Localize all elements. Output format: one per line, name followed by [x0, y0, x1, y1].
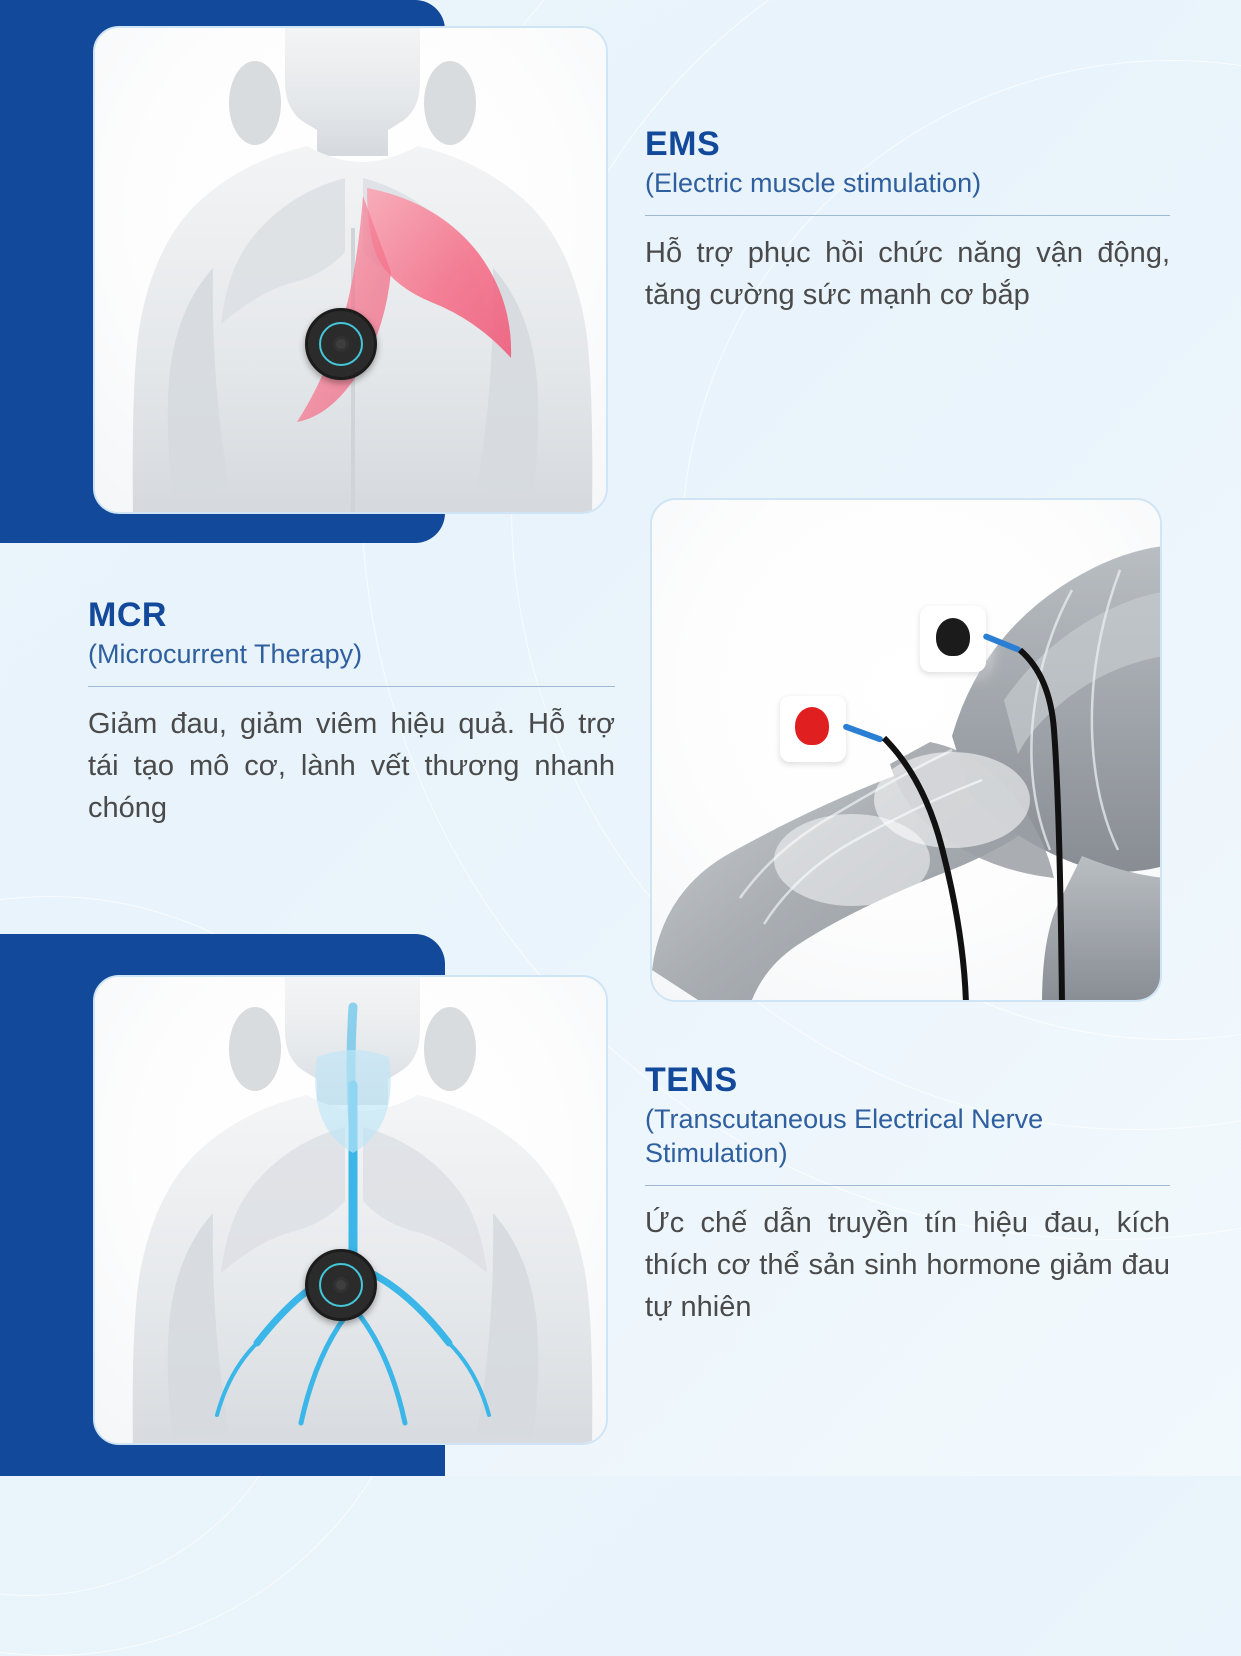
- tens-title: TENS: [645, 1061, 738, 1099]
- ems-title: EMS: [645, 125, 721, 163]
- tens-image-card: [93, 975, 608, 1445]
- upper-back-anatomy-svg: [95, 28, 608, 514]
- upper-back-nerve-anatomy-svg: [95, 977, 608, 1445]
- mcr-description: Giảm đau, giảm viêm hiệu quả. Hỗ trợ tái tạo mô cơ, lành vết thương nhanh chóng: [88, 708, 615, 825]
- ems-description: Hỗ trợ phục hồi chức năng vận động, tăng cường sức mạnh cơ bắp: [645, 237, 1170, 312]
- ems-text-block: [645, 126, 1170, 316]
- tens-description: Ức chế dẫn truyền tín hiệu đau, kích thích cơ thể sản sinh hormone giảm đau tự nhiên: [645, 1206, 1170, 1323]
- mcr-subtitle: (Microcurrent Therapy): [88, 639, 363, 670]
- mcr-divider: [88, 686, 615, 687]
- tens-electrode-icon: [305, 1249, 377, 1321]
- tens-divider: [645, 1185, 1170, 1186]
- mcr-text-block: [88, 597, 615, 829]
- tens-illustration: [95, 977, 606, 1443]
- tens-text-block: [645, 1062, 1170, 1328]
- mcr-image-card: [650, 498, 1162, 1002]
- tens-subtitle: (Transcutaneous Electrical Nerve Stimulation): [645, 1104, 1044, 1169]
- mcr-cables-svg: [652, 500, 1162, 1002]
- ems-subtitle: (Electric muscle stimulation): [645, 168, 982, 199]
- ems-illustration: [95, 28, 606, 512]
- ems-divider: [645, 215, 1170, 216]
- mcr-illustration: [652, 500, 1160, 1000]
- ems-electrode-icon: [305, 308, 377, 380]
- mcr-title: MCR: [88, 596, 167, 634]
- ems-image-card: [93, 26, 608, 514]
